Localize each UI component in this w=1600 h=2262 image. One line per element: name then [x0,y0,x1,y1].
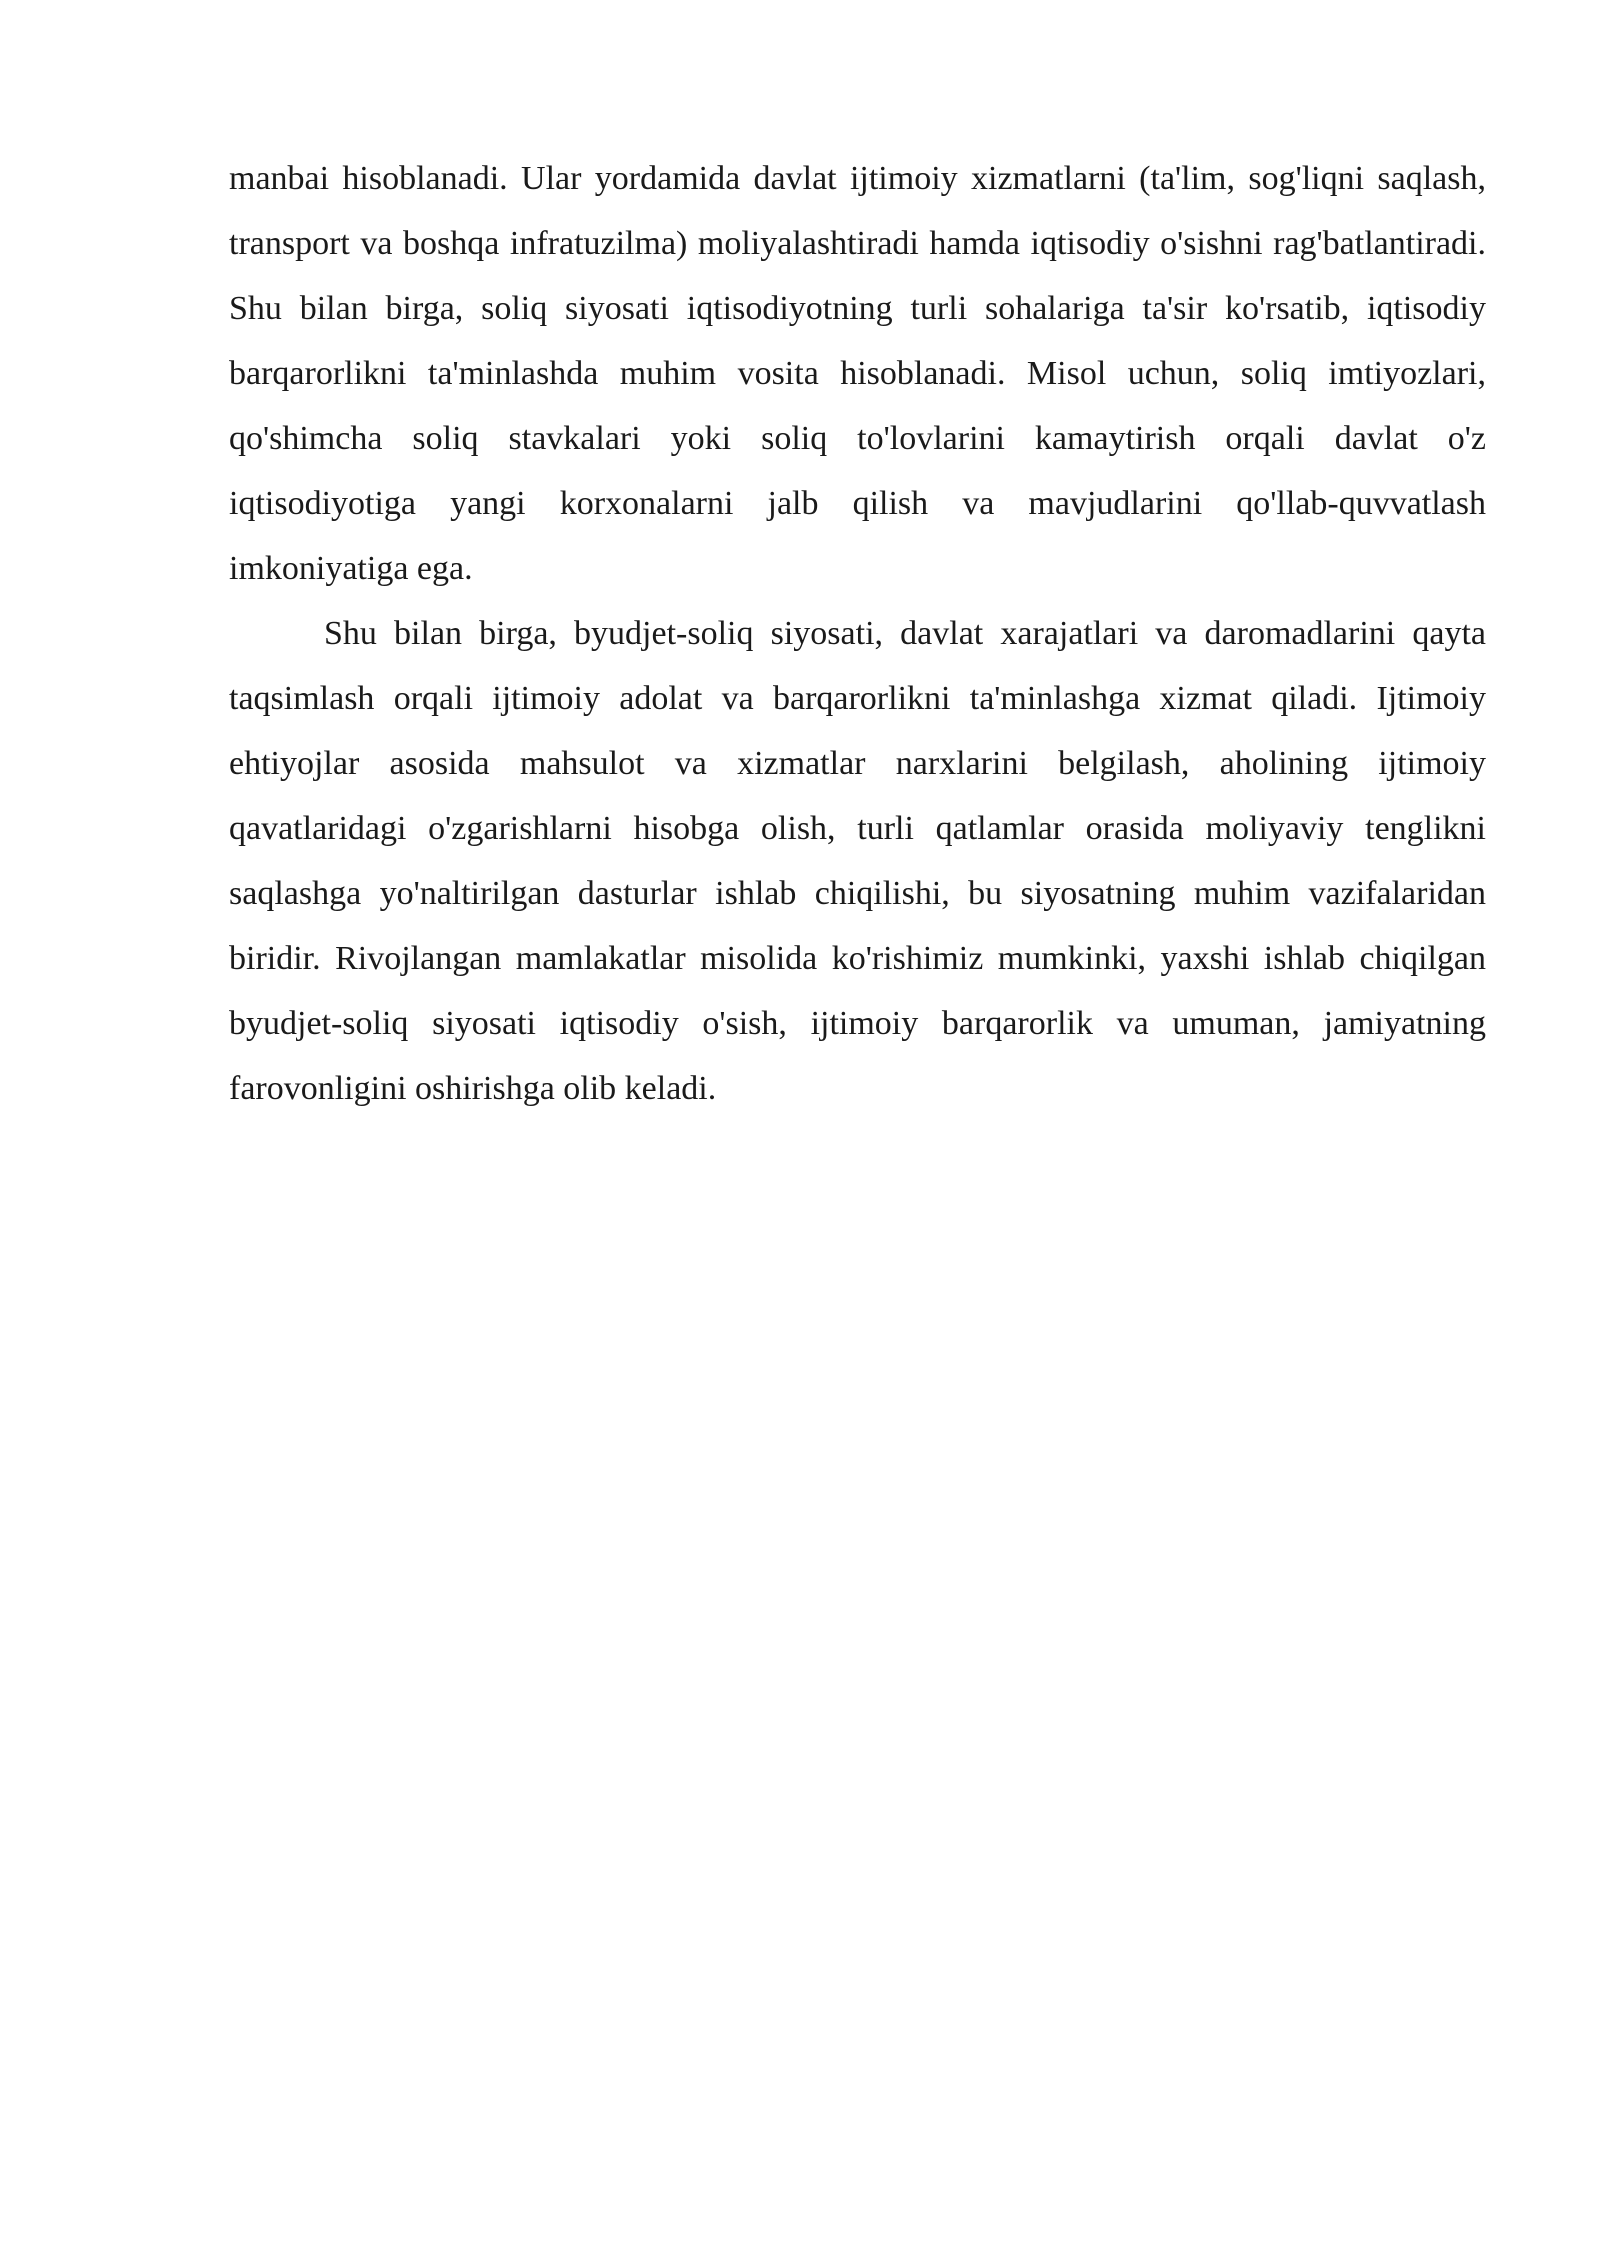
paragraph-second: Shu bilan birga, byudjet-soliq siyosati, davlat xarajatlari va daromadlarini qayta taqsimlash orqali ijtimoiy adolat va barqarorlikni ta'minlashga xizmat qiladi. Ijtimoiy ehtiyojlar asosida mahsulot va xizmatlar narxlarini belgilash, aholining ijtimoiy qavatlaridagi o'zgarishlarni hisobga olish, turli qatlamlar orasida moliyaviy tenglikni saqlashga yo'naltirilgan dasturlar ishlab chiqilishi, bu siyosatning muhim vazifalaridan biridir. Rivojlangan mamlakatlar misolida ko'rishimiz mumkinki, yaxshi ishlab chiqilgan byudjet-soliq siyosati iqtisodiy o'sish, ijtimoiy barqarorlik va umuman, jamiyatning farovonligini oshirishga olib keladi. [229,615,1486,1107]
paragraph-continued: manbai hisoblanadi. Ular yordamida davlat ijtimoiy xizmatlarni (ta'lim, sog'liqni saqlash, transport va boshqa infratuzilma) moliyalashtiradi hamda iqtisodiy o'sishni rag'batlantiradi. Shu bilan birga, soliq siyosati iqtisodiyotning turli sohalariga ta'sir ko'rsatib, iqtisodiy barqarorlikni ta'minlashda muhim vosita hisoblanadi. Misol uchun, soliq imtiyozlari, qo'shimcha soliq stavkalari yoki soliq to'lovlarini kamaytirish orqali davlat o'z iqtisodiyotiga yangi korxonalarni jalb qilish va mavjudlarini qo'llab-quvvatlash imkoniyatiga ega. [229,160,1486,587]
document-body [229,146,1486,1121]
